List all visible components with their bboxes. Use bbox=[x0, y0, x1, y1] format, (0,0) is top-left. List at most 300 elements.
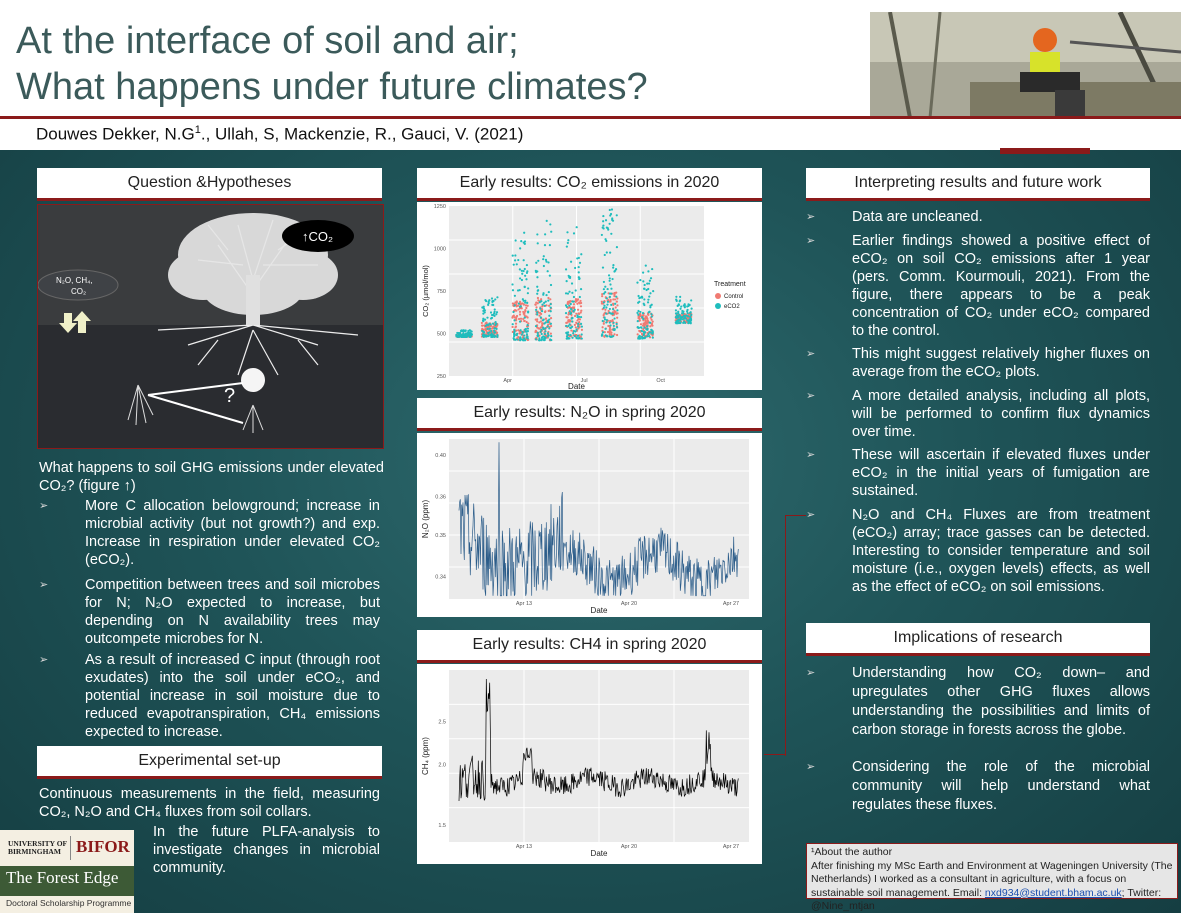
eco2-point bbox=[485, 334, 487, 336]
eco2-point bbox=[548, 327, 550, 329]
control-point bbox=[545, 318, 547, 320]
control-point bbox=[578, 302, 580, 304]
eco2-point bbox=[580, 253, 582, 255]
eco2-point bbox=[545, 321, 547, 323]
control-point bbox=[518, 318, 520, 320]
control-point bbox=[511, 326, 513, 328]
control-point bbox=[534, 303, 536, 305]
eco2-point bbox=[565, 292, 567, 294]
eco2-point bbox=[540, 329, 542, 331]
x-tick-label: Apr bbox=[503, 378, 512, 384]
eco2-point bbox=[612, 267, 614, 269]
eco2-point bbox=[526, 270, 528, 272]
hypothesis-text: As a result of increased C input (through root exudates) into the soil under eCO₂, and potential increase in soil moisture due to reduced evapotranspiration, CH₄ emissions expected to increase. bbox=[85, 652, 380, 740]
control-point bbox=[521, 307, 523, 309]
eco2-point bbox=[649, 280, 651, 282]
eco2-point bbox=[579, 296, 581, 298]
eco2-point bbox=[514, 259, 516, 261]
eco2-point bbox=[649, 292, 651, 294]
eco2-point bbox=[513, 337, 515, 339]
eco2-point bbox=[567, 325, 569, 327]
eco2-point bbox=[547, 300, 549, 302]
author-line bbox=[36, 124, 523, 145]
eco2-point bbox=[539, 339, 541, 341]
eco2-point bbox=[679, 308, 681, 310]
eco2-point bbox=[525, 336, 527, 338]
eco2-point bbox=[642, 280, 644, 282]
eco2-point bbox=[690, 308, 692, 310]
eco2-point bbox=[606, 304, 608, 306]
eco2-point bbox=[491, 304, 493, 306]
control-point bbox=[536, 320, 538, 322]
eco2-point bbox=[640, 327, 642, 329]
eco2-point bbox=[519, 247, 521, 249]
connector-line bbox=[785, 515, 806, 756]
eco2-point bbox=[523, 339, 525, 341]
eco2-point bbox=[578, 337, 580, 339]
eco2-point bbox=[489, 328, 491, 330]
eco2-point bbox=[522, 270, 524, 272]
control-point bbox=[526, 321, 528, 323]
eco2-point bbox=[548, 318, 550, 320]
eco2-point bbox=[639, 311, 641, 313]
eco2-point bbox=[573, 296, 575, 298]
section-title-ch4: Early results: CH4 in spring 2020 bbox=[417, 630, 762, 663]
eco2-point bbox=[535, 325, 537, 327]
eco2-point bbox=[547, 325, 549, 327]
logo-forest-edge: The Forest Edge bbox=[6, 868, 119, 887]
interpret-text: A more detailed analysis, including all plots, will be performed to confirm flux dynamics over time. bbox=[852, 388, 1150, 440]
eco2-point bbox=[482, 310, 484, 312]
eco2-point bbox=[512, 255, 514, 257]
eco2-point bbox=[514, 295, 516, 297]
control-point bbox=[616, 317, 618, 319]
eco2-point bbox=[542, 294, 544, 296]
eco2-point bbox=[519, 329, 521, 331]
connector-line-stub bbox=[764, 754, 785, 755]
ch4-chart bbox=[417, 664, 762, 864]
eco2-point bbox=[548, 315, 550, 317]
eco2-point bbox=[602, 220, 604, 222]
eco2-point bbox=[603, 301, 605, 303]
control-point bbox=[617, 312, 619, 314]
eco2-point bbox=[565, 304, 567, 306]
eco2-point bbox=[491, 314, 493, 316]
eco2-point bbox=[515, 239, 517, 241]
eco2-point bbox=[521, 279, 523, 281]
eco2-point bbox=[524, 243, 526, 245]
eco2-point bbox=[609, 223, 611, 225]
eco2-point bbox=[465, 336, 467, 338]
eco2-point bbox=[580, 288, 582, 290]
eco2-point bbox=[464, 330, 466, 332]
eco2-point bbox=[523, 259, 525, 261]
control-point bbox=[527, 316, 529, 318]
eco2-point bbox=[519, 321, 521, 323]
eco2-point bbox=[513, 334, 515, 336]
eco2-point bbox=[483, 334, 485, 336]
eco2-point bbox=[483, 336, 485, 338]
eco2-point bbox=[568, 291, 570, 293]
eco2-point bbox=[549, 275, 551, 277]
y-tick-label: 0.36 bbox=[435, 494, 446, 501]
eco2-point bbox=[610, 288, 612, 290]
eco2-point bbox=[492, 300, 494, 302]
interpret-bullet-4 bbox=[806, 387, 1150, 441]
eco2-point bbox=[513, 264, 515, 266]
bullet-arrow-icon: ➢ bbox=[806, 449, 816, 461]
eco2-point bbox=[609, 280, 611, 282]
control-point bbox=[651, 323, 653, 325]
eco2-point bbox=[578, 271, 580, 273]
eco2-point bbox=[609, 324, 611, 326]
eco2-point bbox=[687, 312, 689, 314]
eco2-point bbox=[539, 307, 541, 309]
bullet-arrow-icon: ➢ bbox=[806, 761, 816, 773]
eco2-point bbox=[536, 311, 538, 313]
eco2-point bbox=[572, 332, 574, 334]
control-point bbox=[580, 310, 582, 312]
control-point bbox=[573, 303, 575, 305]
eco2-point bbox=[581, 325, 583, 327]
eco2-point bbox=[604, 328, 606, 330]
about-author-box bbox=[806, 843, 1178, 912]
x-tick-label: Apr 27 bbox=[722, 844, 740, 850]
control-point bbox=[580, 311, 582, 313]
control-point bbox=[519, 311, 521, 313]
x-axis-label: Date bbox=[590, 606, 608, 615]
eco2-point bbox=[516, 334, 518, 336]
control-point bbox=[577, 298, 579, 300]
gas-badge-line2: CO₂ bbox=[71, 287, 87, 296]
eco2-point bbox=[568, 305, 570, 307]
eco2-point bbox=[535, 309, 537, 311]
eco2-point bbox=[527, 292, 529, 294]
eco2-point bbox=[573, 232, 575, 234]
eco2-point bbox=[570, 261, 572, 263]
eco2-point bbox=[524, 268, 526, 270]
eco2-point bbox=[540, 300, 542, 302]
control-point bbox=[524, 314, 526, 316]
eco2-point bbox=[676, 317, 678, 319]
control-point bbox=[537, 297, 539, 299]
legend-control-label: Control bbox=[724, 294, 744, 300]
eco2-point bbox=[488, 331, 490, 333]
hypothesis-figure bbox=[37, 204, 384, 449]
eco2-point bbox=[571, 337, 573, 339]
interpret-bullet-2 bbox=[806, 232, 1150, 340]
eco2-point bbox=[643, 331, 645, 333]
control-point bbox=[517, 336, 519, 338]
eco2-point bbox=[517, 259, 519, 261]
y-tick-label: 250 bbox=[436, 374, 446, 380]
eco2-point bbox=[637, 295, 639, 297]
section-title-n2o: Early results: N₂O in spring 2020 bbox=[417, 398, 762, 431]
control-point bbox=[615, 292, 617, 294]
eco2-point bbox=[567, 334, 569, 336]
eco2-point bbox=[606, 297, 608, 299]
eco2-point bbox=[495, 313, 497, 315]
x-tick-label: Apr 13 bbox=[515, 844, 533, 850]
eco2-point bbox=[493, 336, 495, 338]
eco2-point bbox=[492, 323, 494, 325]
eco2-point bbox=[675, 296, 677, 298]
interpret-bullet-6 bbox=[806, 506, 1150, 596]
eco2-point bbox=[539, 331, 541, 333]
eco2-point bbox=[545, 259, 547, 261]
x-tick-label: Apr 13 bbox=[515, 601, 533, 607]
eco2-point bbox=[541, 333, 543, 335]
eco2-point bbox=[571, 317, 573, 319]
y-tick-label: 2.5 bbox=[438, 719, 446, 726]
eco2-point bbox=[547, 261, 549, 263]
control-point bbox=[576, 319, 578, 321]
eco2-point bbox=[520, 240, 522, 242]
eco2-point bbox=[488, 334, 490, 336]
eco2-point bbox=[574, 309, 576, 311]
eco2-point bbox=[484, 319, 486, 321]
eco2-point bbox=[602, 215, 604, 217]
eco2-point bbox=[512, 289, 514, 291]
implication-bullet-1 bbox=[806, 664, 1150, 740]
author-twitter: ; Twitter: @Nine_mtjan bbox=[811, 886, 1162, 912]
eco2-point bbox=[549, 223, 551, 225]
eco2-point bbox=[566, 231, 568, 233]
interpret-text: These will ascertain if elevated fluxes under eCO₂ in the initial years of fumigation are sustained. bbox=[852, 447, 1150, 499]
eco2-point bbox=[609, 209, 611, 211]
eco2-point bbox=[567, 292, 569, 294]
control-point bbox=[550, 333, 552, 335]
hypothesis-2 bbox=[39, 576, 380, 648]
interpret-text: Data are uncleaned. bbox=[852, 209, 983, 225]
eco2-point bbox=[678, 304, 680, 306]
y-tick-label: 1000 bbox=[433, 246, 446, 253]
section-title-question: Question &Hypotheses bbox=[37, 168, 382, 201]
eco2-point bbox=[490, 317, 492, 319]
eco2-point bbox=[541, 310, 543, 312]
setup-text-1: Continuous measurements in the field, measuring CO₂, N₂O and CH₄ fluxes from soil collars. bbox=[39, 786, 380, 820]
control-point bbox=[577, 309, 579, 311]
eco2-point bbox=[612, 264, 614, 266]
control-point bbox=[523, 320, 525, 322]
eco2-point bbox=[651, 268, 653, 270]
author-email-link[interactable]: nxd934@student.bham.ac.uk bbox=[984, 886, 1122, 899]
eco2-point bbox=[490, 323, 492, 325]
eco2-point bbox=[606, 319, 608, 321]
eco2-point bbox=[526, 324, 528, 326]
eco2-point bbox=[577, 323, 579, 325]
eco2-point bbox=[612, 322, 614, 324]
eco2-point bbox=[680, 305, 682, 307]
eco2-point bbox=[569, 310, 571, 312]
control-point bbox=[640, 323, 642, 325]
eco2-point bbox=[547, 332, 549, 334]
x-tick-label: Apr 20 bbox=[620, 601, 638, 607]
eco2-point bbox=[609, 277, 611, 279]
eco2-point bbox=[536, 276, 538, 278]
eco2-point bbox=[677, 311, 679, 313]
eco2-point bbox=[605, 313, 607, 315]
eco2-point bbox=[611, 219, 613, 221]
setup-text-2: In the future PLFA-analysis to investigate changes in microbial community. bbox=[153, 824, 380, 876]
eco2-point bbox=[482, 331, 484, 333]
eco2-point bbox=[643, 327, 645, 329]
y-axis-label: CH₄ (ppm) bbox=[421, 737, 430, 775]
eco2-point bbox=[544, 339, 546, 341]
eco2-point bbox=[569, 313, 571, 315]
control-point bbox=[544, 310, 546, 312]
eco2-point bbox=[524, 275, 526, 277]
control-point bbox=[616, 301, 618, 303]
eco2-point bbox=[491, 332, 493, 334]
eco2-point bbox=[605, 306, 607, 308]
eco2-point bbox=[647, 270, 649, 272]
control-point bbox=[567, 313, 569, 315]
eco2-point bbox=[514, 339, 516, 341]
field-photo bbox=[870, 12, 1181, 118]
control-point bbox=[603, 323, 605, 325]
eco2-point bbox=[611, 278, 613, 280]
eco2-point bbox=[576, 257, 578, 259]
legend-control-swatch bbox=[715, 293, 721, 299]
legend-title: Treatment bbox=[714, 281, 746, 288]
eco2-point bbox=[646, 283, 648, 285]
eco2-point bbox=[526, 302, 528, 304]
eco2-point bbox=[536, 270, 538, 272]
eco2-point bbox=[647, 299, 649, 301]
logo-univ-line2: BIRMINGHAM bbox=[8, 847, 61, 856]
eco2-point bbox=[493, 315, 495, 317]
gas-badge-line1: N₂O, CH₄, bbox=[56, 276, 93, 285]
eco2-point bbox=[494, 308, 496, 310]
control-point bbox=[642, 325, 644, 327]
x-axis-label: Date bbox=[590, 849, 608, 858]
eco2-point bbox=[682, 312, 684, 314]
control-point bbox=[514, 301, 516, 303]
eco2-point bbox=[526, 333, 528, 335]
eco2-point bbox=[610, 213, 612, 215]
eco2-point bbox=[565, 312, 567, 314]
eco2-point bbox=[543, 319, 545, 321]
eco2-point bbox=[650, 277, 652, 279]
interpret-bullet-3 bbox=[806, 345, 1150, 381]
control-point bbox=[575, 326, 577, 328]
eco2-point bbox=[574, 335, 576, 337]
eco2-point bbox=[457, 332, 459, 334]
eco2-point bbox=[542, 258, 544, 260]
eco2-point bbox=[485, 300, 487, 302]
control-point bbox=[535, 306, 537, 308]
control-point bbox=[550, 317, 552, 319]
eco2-point bbox=[524, 301, 526, 303]
control-point bbox=[536, 318, 538, 320]
eco2-point bbox=[604, 254, 606, 256]
x-axis-label: Date bbox=[568, 382, 585, 390]
eco2-point bbox=[550, 307, 552, 309]
eco2-point bbox=[610, 304, 612, 306]
eco2-point bbox=[679, 300, 681, 302]
co2-chart-svg bbox=[417, 202, 762, 390]
interpret-text: Earlier findings showed a positive effect of eCO₂ on soil CO₂ emissions after 1 year (pers. Comm. Kourmouli, 2021). From the figure, there appears to be a peak concentration of CO₂ under eCO₂ compared to the control. bbox=[852, 233, 1150, 339]
eco2-point bbox=[576, 226, 578, 228]
bullet-arrow-icon: ➢ bbox=[39, 579, 49, 591]
eco2-point bbox=[675, 322, 677, 324]
eco2-point bbox=[514, 304, 516, 306]
control-point bbox=[568, 319, 570, 321]
eco2-point bbox=[638, 301, 640, 303]
eco2-point bbox=[648, 311, 650, 313]
eco2-point bbox=[544, 233, 546, 235]
eco2-point bbox=[574, 330, 576, 332]
eco2-point bbox=[605, 219, 607, 221]
eco2-point bbox=[603, 316, 605, 318]
eco2-point bbox=[609, 321, 611, 323]
y-axis-label: N₂O (ppm) bbox=[421, 499, 430, 539]
eco2-point bbox=[576, 337, 578, 339]
control-point bbox=[575, 298, 577, 300]
control-point bbox=[615, 306, 617, 308]
eco2-point bbox=[604, 238, 606, 240]
eco2-point bbox=[689, 316, 691, 318]
eco2-point bbox=[606, 227, 608, 229]
eco2-point bbox=[604, 318, 606, 320]
eco2-point bbox=[491, 297, 493, 299]
eco2-point bbox=[603, 227, 605, 229]
eco2-point bbox=[549, 338, 551, 340]
eco2-point bbox=[548, 291, 550, 293]
eco2-point bbox=[638, 335, 640, 337]
control-point bbox=[647, 320, 649, 322]
eco2-point bbox=[675, 309, 677, 311]
control-point bbox=[535, 330, 537, 332]
eco2-point bbox=[493, 312, 495, 314]
eco2-point bbox=[690, 320, 692, 322]
eco2-point bbox=[690, 314, 692, 316]
eco2-point bbox=[535, 338, 537, 340]
eco2-point bbox=[524, 286, 526, 288]
hypothesis-text: More C allocation belowground; increase in microbial activity (but not growth?) and exp. Increase in respiration under elevated CO₂ (eCO₂). bbox=[85, 498, 380, 568]
eco2-point bbox=[603, 305, 605, 307]
eco2-point bbox=[609, 296, 611, 298]
university-logo bbox=[0, 830, 134, 913]
eco2-point bbox=[651, 333, 653, 335]
eco2-point bbox=[525, 328, 527, 330]
eco2-point bbox=[546, 220, 548, 222]
eco2-point bbox=[496, 311, 498, 313]
eco2-point bbox=[612, 335, 614, 337]
eco2-point bbox=[457, 335, 459, 337]
control-point bbox=[538, 315, 540, 317]
eco2-point bbox=[616, 214, 618, 216]
eco2-point bbox=[609, 252, 611, 254]
about-heading: ¹About the author bbox=[811, 846, 893, 858]
eco2-point bbox=[602, 331, 604, 333]
control-point bbox=[548, 305, 550, 307]
question-text: What happens to soil GHG emissions under elevated CO₂? (figure ↑) bbox=[39, 460, 384, 494]
eco2-point bbox=[571, 282, 573, 284]
hypothesis-1 bbox=[39, 497, 380, 569]
eco2-point bbox=[638, 297, 640, 299]
eco2-point bbox=[486, 328, 488, 330]
ch4-chart-svg bbox=[417, 664, 762, 864]
eco2-point bbox=[636, 282, 638, 284]
eco2-point bbox=[522, 298, 524, 300]
control-point bbox=[524, 310, 526, 312]
eco2-point bbox=[571, 320, 573, 322]
eco2-point bbox=[538, 337, 540, 339]
eco2-point bbox=[519, 337, 521, 339]
n2o-chart-svg bbox=[417, 433, 762, 617]
